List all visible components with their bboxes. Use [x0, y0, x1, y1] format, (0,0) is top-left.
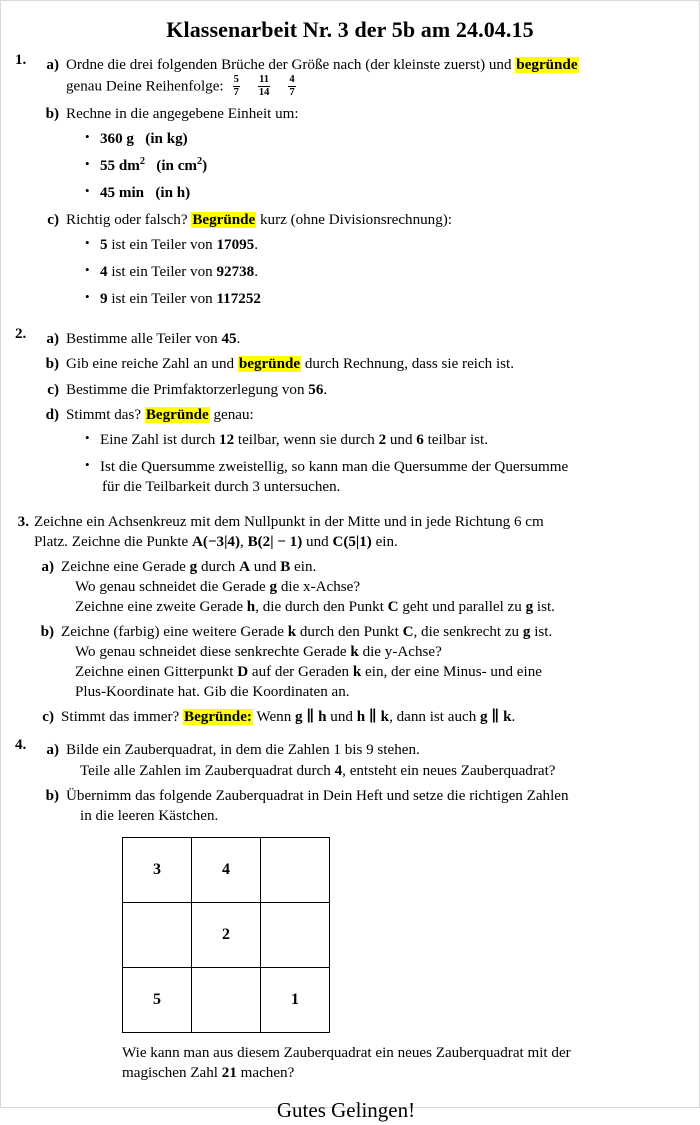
- number-value: 2: [378, 431, 387, 448]
- text-segment: durch den Punkt: [296, 624, 403, 641]
- text-segment: geht und parallel zu: [398, 599, 526, 616]
- task-body: [34, 512, 683, 728]
- number-value: 12: [219, 431, 235, 448]
- text-segment: auf der Geraden: [248, 664, 353, 681]
- subitem-content: [66, 786, 683, 826]
- text-segment: .: [511, 709, 516, 726]
- quantity-value: 45 min: [100, 185, 145, 202]
- divisor: 5: [100, 237, 108, 254]
- text-segment: ist.: [533, 599, 555, 616]
- list-item: [85, 183, 683, 203]
- text-segment: teilbar, wenn sie durch: [234, 431, 379, 448]
- line-g: g: [269, 579, 278, 596]
- subitem-1a-line1: [66, 55, 683, 75]
- subitem-2d: [39, 405, 683, 425]
- magic-cell-r2c1[interactable]: [192, 967, 261, 1032]
- text-segment: Stimmt das?: [66, 406, 145, 423]
- text-segment: .: [323, 381, 328, 398]
- highlight-begruende: Begründe: [192, 212, 256, 229]
- line-g: g: [522, 624, 531, 641]
- number-value: 45: [221, 331, 237, 348]
- subitem-3b-line2: [61, 642, 683, 662]
- text-segment: Ordne die drei folgenden Brüche der Größe nach (der kleinste zuerst) und: [66, 57, 516, 74]
- task-number: 2.: [15, 326, 27, 343]
- line-h: h: [246, 599, 256, 616]
- line-k: k: [352, 664, 362, 681]
- point-a: A: [239, 558, 251, 575]
- text-segment: ist ein Teiler von: [107, 264, 217, 281]
- subitem-4b-line2: in die leeren Kästchen.: [80, 807, 219, 824]
- subitem-letter: a): [46, 742, 59, 759]
- subitem-content: [61, 707, 683, 727]
- point-a: A(−3|4): [192, 533, 241, 550]
- subitem-3c: [34, 707, 683, 727]
- magic-cell-r0c1[interactable]: 4: [192, 837, 261, 902]
- fraction-denominator: 7: [233, 86, 239, 98]
- unit-suffix: ): [185, 185, 191, 202]
- followup-line2: [122, 1063, 669, 1083]
- unit-prefix: (in: [156, 158, 178, 175]
- subitem-letter: b): [45, 356, 59, 373]
- subitem-1c-text: [66, 210, 683, 230]
- line-k: k: [287, 624, 297, 641]
- table-row: [123, 902, 330, 967]
- text-segment: , die durch den Punkt: [255, 599, 388, 616]
- text-segment: ,: [240, 533, 248, 550]
- text-segment: Zeichne ein Achsenkreuz mit dem Nullpunkt in der Mitte und in jede Richtung 6 cm: [34, 513, 544, 530]
- magic-cell-r0c2[interactable]: [261, 837, 330, 902]
- subitem-content: [66, 354, 683, 374]
- number-value: 6: [416, 431, 424, 448]
- subitem-2c: [39, 380, 683, 400]
- fraction-3: [288, 74, 295, 98]
- subitem-content: [66, 329, 683, 349]
- highlight-begruende: Begründe: [145, 406, 209, 423]
- subitem-letter: b): [45, 105, 59, 122]
- subitem-letter: c): [47, 381, 59, 398]
- text-segment: Wie kann man aus diesem Zauberquadrat ein neues Zauberquadrat mit der: [122, 1044, 571, 1061]
- bullet-list-1b: [39, 129, 683, 203]
- text-segment: ein.: [290, 558, 317, 575]
- line-h: h: [318, 709, 327, 726]
- subitem-content: [66, 380, 683, 400]
- text-segment: , entsteht ein neues Zauberquadrat?: [342, 762, 556, 779]
- subitem-content: [61, 557, 683, 617]
- text-segment: , die senkrecht zu: [413, 624, 523, 641]
- text-segment: Stimmt das immer?: [61, 709, 183, 726]
- task-4: [9, 735, 683, 1082]
- subitem-2a: [39, 329, 683, 349]
- text-segment: teilbar ist.: [423, 431, 488, 448]
- worksheet-body: [1, 50, 699, 1125]
- magic-square-container: [39, 837, 683, 1033]
- text-segment: durch: [197, 558, 240, 575]
- subitem-3a-line1: [61, 557, 683, 577]
- task-number: 1.: [15, 52, 27, 69]
- line-k: k: [350, 644, 359, 661]
- text-segment: .: [236, 331, 241, 348]
- point-b: B: [280, 558, 291, 575]
- task-body: [39, 324, 683, 503]
- subitem-letter: a): [41, 558, 54, 575]
- subitem-1a-line2: [66, 75, 683, 99]
- subitem-3a: [34, 557, 683, 617]
- subitem-letter: c): [42, 709, 54, 726]
- text-segment: Gib eine reiche Zahl an und: [66, 356, 238, 373]
- subitem-1c: [39, 210, 683, 230]
- page-title: Klassenarbeit Nr. 3 der 5b am 24.04.15: [166, 17, 534, 42]
- subitem-content: [66, 55, 683, 99]
- subitem-4b-line1: Übernimm das folgende Zauberquadrat in Dein Heft und setze die richtigen Zahlen: [66, 787, 569, 804]
- subitem-4a-line2: [66, 761, 683, 781]
- text-segment: und: [326, 709, 357, 726]
- target-unit: cm: [177, 158, 197, 175]
- text-segment: Teile alle Zahlen im Zauberquadrat durch: [80, 762, 335, 779]
- text-segment: Zeichne (farbig) eine weitere Gerade: [61, 624, 288, 641]
- list-item: [85, 262, 683, 282]
- fraction-numerator: 5: [233, 74, 239, 86]
- point-c: C: [402, 624, 414, 641]
- text-segment: Richtig oder falsch?: [66, 212, 192, 229]
- task-body: [39, 735, 683, 1082]
- text-segment: ist ein Teiler von: [107, 237, 217, 254]
- text-segment: durch Rechnung, dass sie reich ist.: [301, 356, 515, 373]
- magic-cell-r1c0[interactable]: [123, 902, 192, 967]
- fraction-1: [233, 74, 240, 98]
- subitem-content: [66, 740, 683, 780]
- fraction-numerator: 11: [259, 74, 270, 86]
- magic-cell-r1c2[interactable]: [261, 902, 330, 967]
- text-segment: die y-Achse?: [358, 644, 442, 661]
- subitem-content: [66, 104, 683, 124]
- number-value: 4: [334, 762, 343, 779]
- magic-cell-r2c0[interactable]: 5: [123, 967, 192, 1032]
- subitem-1b: [39, 104, 683, 124]
- highlight-begruende: Begründe:: [184, 709, 252, 726]
- unit-suffix: ): [182, 130, 188, 147]
- text-segment: ist.: [530, 624, 553, 641]
- subitem-2a-text: [66, 329, 683, 349]
- fraction-denominator: 7: [289, 86, 295, 98]
- highlight-begruende: begründe: [238, 356, 301, 373]
- subitem-content: [61, 622, 683, 702]
- point-c: C: [387, 599, 399, 616]
- fraction-denominator: 14: [258, 86, 270, 98]
- divisor: 4: [100, 264, 108, 281]
- text-segment: die x-Achse?: [277, 579, 361, 596]
- line-k: k: [380, 709, 390, 726]
- quantity-value: 360 g: [100, 130, 134, 147]
- text-segment: Wenn: [252, 709, 296, 726]
- list-item: [85, 430, 683, 450]
- subitem-3b-line4: Plus-Koordinate hat. Gib die Koordinaten an.: [75, 684, 350, 701]
- divisor: 9: [100, 291, 108, 308]
- magic-cell-r0c0[interactable]: 3: [123, 837, 192, 902]
- text-segment: Platz. Zeichne die Punkte: [34, 533, 193, 550]
- magic-square-table: [122, 837, 330, 1033]
- subitem-letter: c): [47, 212, 59, 229]
- point-d: D: [237, 664, 249, 681]
- text-segment: Bestimme alle Teiler von: [66, 331, 222, 348]
- list-item: [85, 129, 683, 149]
- subitem-4a-line1: Bilde ein Zauberquadrat, in dem die Zahlen 1 bis 9 stehen.: [66, 742, 420, 759]
- bullet-list-2d: [39, 430, 683, 497]
- subitem-content: [66, 210, 683, 230]
- task-3-lead: [34, 512, 683, 552]
- fraction-2: [258, 74, 271, 98]
- dividend: 92738: [216, 264, 255, 281]
- line-g: g: [525, 599, 534, 616]
- subitem-letter: a): [46, 57, 59, 74]
- list-item: [85, 289, 683, 309]
- table-row: [123, 837, 330, 902]
- text-segment: und: [250, 558, 281, 575]
- fraction-numerator: 4: [289, 74, 295, 86]
- subitem-2c-text: [66, 380, 683, 400]
- task-2: [9, 324, 683, 503]
- magic-square-followup: [39, 1043, 683, 1083]
- list-item: [85, 156, 683, 176]
- dividend: 117252: [216, 291, 261, 308]
- task-1: [9, 50, 683, 316]
- highlight-begruende: begründe: [516, 57, 578, 74]
- line-h: h: [356, 709, 366, 726]
- subitem-letter: a): [46, 331, 59, 348]
- text-segment: machen?: [236, 1064, 295, 1081]
- subitem-2b: [39, 354, 683, 374]
- task-3: [9, 512, 683, 728]
- subitem-2b-text: [66, 354, 683, 374]
- unit-prefix: (in: [145, 130, 167, 147]
- text-segment: kurz (ohne Divisionsrechnung):: [256, 212, 452, 229]
- unit-prefix: (in: [155, 185, 177, 202]
- subitem-letter: b): [45, 787, 59, 804]
- subitem-4b: [39, 786, 683, 826]
- magic-cell-r2c2[interactable]: 1: [261, 967, 330, 1032]
- superscript: 2: [139, 156, 145, 167]
- quantity-number: 55 dm: [100, 158, 140, 175]
- list-item: [85, 457, 683, 497]
- text-segment: Wo genau schneidet die Gerade: [75, 579, 270, 596]
- text-segment: Ist die Quersumme zweistellig, so kann man die Quersumme der Quersumme: [100, 458, 569, 475]
- magic-number: 21: [221, 1064, 237, 1081]
- subitem-1a: [39, 55, 683, 99]
- text-segment: und: [302, 533, 333, 550]
- text-segment: Zeichne einen Gitterpunkt: [75, 664, 238, 681]
- text-segment: ein, der eine Minus- und eine: [361, 664, 542, 681]
- task-number: 4.: [15, 737, 27, 754]
- subitem-3c-text: [61, 707, 683, 727]
- text-segment: ein.: [371, 533, 398, 550]
- line-g: g: [189, 558, 198, 575]
- text-segment: .: [254, 264, 258, 281]
- subitem-letter: d): [45, 406, 59, 423]
- text-segment: , dann ist auch: [389, 709, 481, 726]
- unit-suffix: ): [202, 158, 208, 175]
- line-g: g: [295, 709, 303, 726]
- subitem-3b: [34, 622, 683, 702]
- task-3-lead-line2: [34, 532, 683, 552]
- subitem-content: [66, 405, 683, 425]
- target-unit: kg: [166, 130, 183, 147]
- text-segment: Eine Zahl ist durch: [100, 431, 220, 448]
- dividend: 17095: [216, 237, 255, 254]
- subitem-3a-line3: [61, 597, 683, 617]
- text-segment: genau:: [209, 406, 254, 423]
- text-segment: genau Deine Reihenfolge:: [66, 78, 224, 95]
- closing-message: Gutes Gelingen!: [276, 1097, 416, 1122]
- subitem-1b-text: Rechne in die angegebene Einheit um:: [66, 105, 299, 122]
- line-g: g: [480, 709, 488, 726]
- subitem-2d-text: [66, 405, 683, 425]
- parallel-symbol: ∥: [302, 709, 319, 726]
- subitem-4a: [39, 740, 683, 780]
- list-item: [85, 235, 683, 255]
- text-segment: Wo genau schneidet diese senkrechte Gerade: [75, 644, 351, 661]
- target-unit: h: [176, 185, 186, 202]
- line-k: k: [503, 709, 512, 726]
- subitem-letter: b): [40, 624, 54, 641]
- subitem-3b-line1: [61, 622, 683, 642]
- quantity-value: [100, 158, 145, 174]
- text-segment: Bestimme die Primfaktorzerlegung von: [66, 381, 309, 398]
- superscript: 2: [196, 156, 203, 167]
- subitem-3a-line2: [61, 577, 683, 597]
- number-value: 56: [308, 381, 324, 398]
- text-segment: Zeichne eine zweite Gerade: [75, 599, 247, 616]
- text-segment: Zeichne eine Gerade: [61, 558, 190, 575]
- magic-cell-r1c1[interactable]: 2: [192, 902, 261, 967]
- text-continuation: für die Teilbarkeit durch 3 untersuchen.: [102, 478, 341, 495]
- bullet-list-1c: [39, 235, 683, 309]
- task-body: [39, 50, 683, 316]
- text-segment: magischen Zahl: [122, 1064, 222, 1081]
- task-number: 3.: [17, 513, 29, 530]
- subitem-3b-line3: [61, 662, 683, 682]
- text-segment: ist ein Teiler von: [107, 291, 217, 308]
- table-row: [123, 967, 330, 1032]
- point-c: C(5|1): [332, 533, 372, 550]
- parallel-symbol: ∥: [365, 709, 381, 726]
- text-segment: .: [254, 237, 258, 254]
- parallel-symbol: ∥: [487, 709, 504, 726]
- point-b: B(2| − 1): [247, 533, 303, 550]
- text-segment: und: [386, 431, 417, 448]
